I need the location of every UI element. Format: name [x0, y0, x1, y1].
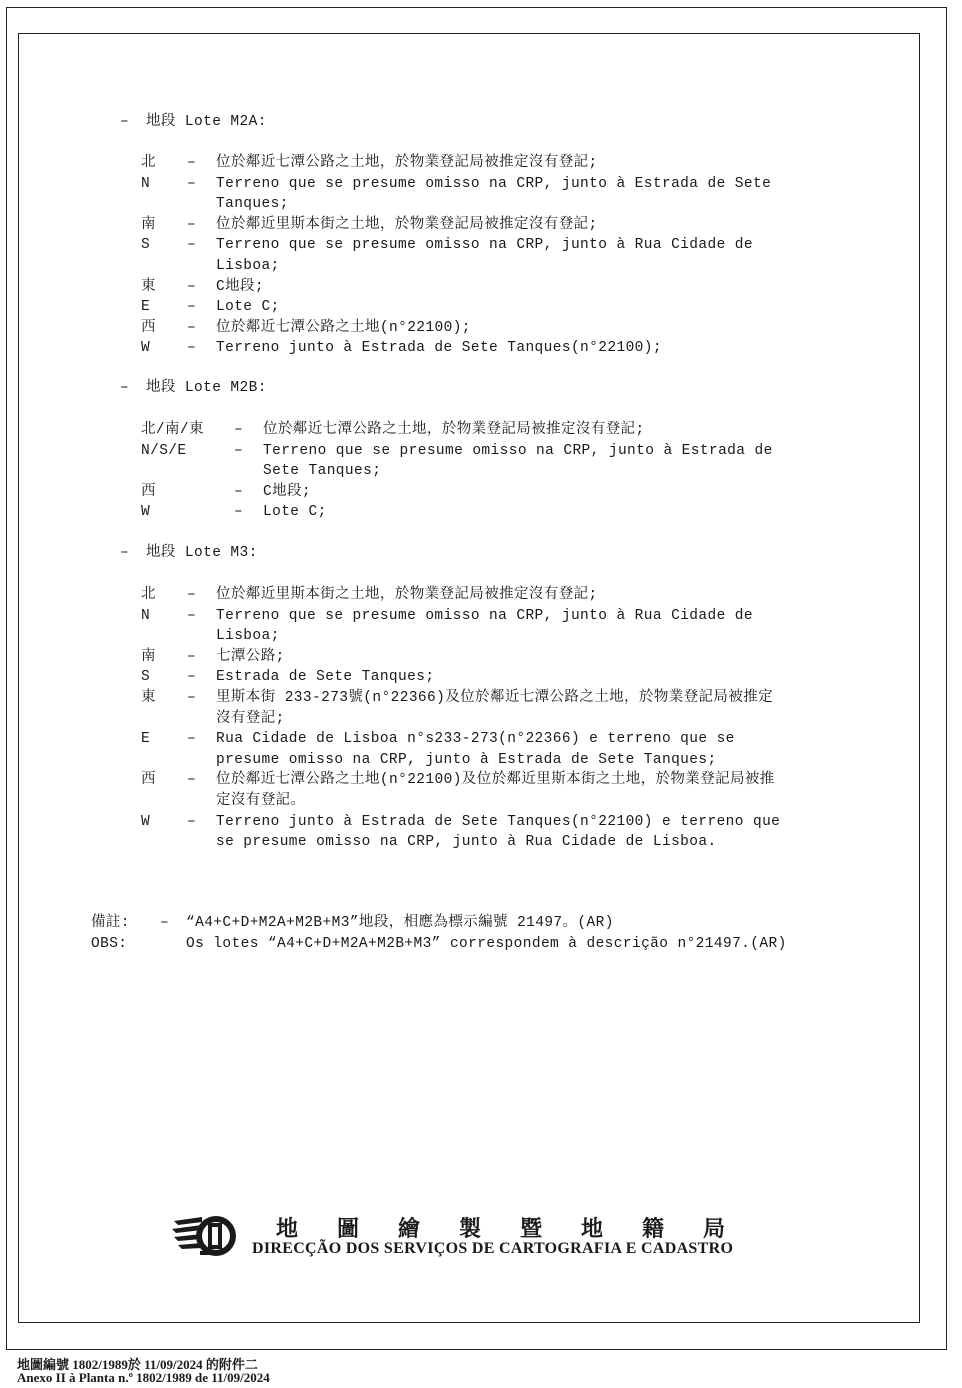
boundary-direction: W [141, 340, 151, 357]
boundary-dash: – [187, 669, 197, 686]
boundary-description: Terreno junto à Estrada de Sete Tanques(n°22100); [216, 340, 662, 357]
boundary-direction: E [141, 299, 151, 316]
boundary-direction: N [141, 175, 151, 192]
boundary-dash: – [187, 731, 197, 748]
boundary-dash: – [187, 690, 197, 706]
footer-annex-zh: 地圖編號 1802/1989於 11/09/2024 的附件二 [17, 1357, 258, 1372]
boundary-dash: – [187, 155, 197, 171]
boundary-direction: S [141, 237, 151, 254]
boundary-dash: – [187, 299, 197, 316]
boundary-description: Rua Cidade de Lisboa n°s233-273(n°22366) e terreno que se [216, 731, 735, 748]
boundary-direction: 西 [141, 319, 156, 336]
boundary-description: C地段; [216, 278, 265, 295]
section-dash: – [120, 380, 130, 396]
boundary-direction: 東 [141, 278, 156, 295]
boundary-description: Terreno que se presume omisso na CRP, junto à Rua Cidade de [216, 607, 753, 624]
boundary-description: 位於鄰近里斯本街之土地，於物業登記局被推定沒有登記; [216, 587, 598, 603]
notes-zh-text: “A4+C+D+M2A+M2B+M3”地段，相應為標示編號 21497。(AR) [186, 915, 614, 931]
boundary-dash: – [187, 216, 197, 233]
boundary-description: Terreno que se presume omisso na CRP, junto à Estrada de [263, 442, 773, 459]
department-name-pt: DIRECÇÃO DOS SERVIÇOS DE CARTOGRAFIA E CADASTRO [252, 1240, 734, 1257]
boundary-description: Lisboa; [216, 258, 280, 274]
boundary-description: 位於鄰近七潭公路之土地，於物業登記局被推定沒有登記; [263, 422, 645, 438]
section-heading: 地段 Lote M3: [146, 545, 258, 561]
boundary-dash: – [187, 278, 197, 295]
boundary-description: 位於鄰近七潭公路之土地(n°22100)及位於鄰近里斯本街之土地，於物業登記局被推 [216, 772, 775, 789]
boundary-dash: – [234, 422, 244, 438]
boundary-description: Lisboa; [216, 628, 280, 645]
footer-annex-pt: Anexo II à Planta n.º 1802/1989 de 11/09/2024 [17, 1370, 270, 1385]
boundary-description: Lote C; [216, 299, 280, 316]
boundary-direction: W [141, 504, 151, 521]
boundary-direction: E [141, 731, 151, 748]
notes-pt-label: OBS: [91, 936, 128, 952]
boundary-dash: – [187, 340, 197, 357]
boundary-description: 七潭公路; [216, 648, 285, 665]
boundary-description: 里斯本街 233-273號(n°22366)及位於鄰近七潭公路之土地，於物業登記局被推定 [216, 690, 774, 706]
section-heading: 地段 Lote M2B: [146, 380, 267, 396]
boundary-dash: – [187, 772, 197, 789]
boundary-dash: – [187, 587, 197, 603]
boundary-description: Terreno junto à Estrada de Sete Tanques(n°22100) e terreno que [216, 813, 781, 830]
boundary-description: 位於鄰近七潭公路之土地，於物業登記局被推定沒有登記; [216, 155, 598, 171]
section-heading: 地段 Lote M2A: [146, 114, 267, 130]
boundary-description: Terreno que se presume omisso na CRP, junto à Rua Cidade de [216, 237, 753, 254]
boundary-description: se presume omisso na CRP, junto à Rua Cidade de Lisboa. [216, 834, 717, 851]
boundary-direction: W [141, 813, 151, 830]
boundary-dash: – [187, 813, 197, 830]
boundary-description: Sete Tanques; [263, 463, 382, 480]
notes-zh-label: 備註: [91, 915, 130, 931]
boundary-direction: N/S/E [141, 442, 187, 459]
boundary-dash: – [234, 504, 244, 521]
boundary-description: 沒有登記; [216, 710, 285, 727]
boundary-description: 定沒有登記。 [216, 793, 306, 809]
boundary-direction: 北/南/東 [141, 422, 204, 438]
notes-pt-text: Os lotes “A4+C+D+M2A+M2B+M3” correspondem à descrição n°21497.(AR) [186, 936, 787, 952]
notes-zh-dash: – [160, 915, 170, 931]
boundary-description: C地段; [263, 483, 312, 500]
boundary-direction: N [141, 607, 151, 624]
boundary-direction: 西 [141, 772, 156, 789]
boundary-dash: – [187, 175, 197, 192]
cadastre-logo-icon [172, 1213, 238, 1259]
boundary-direction: 北 [141, 587, 156, 603]
boundary-description: Lote C; [263, 504, 327, 521]
boundary-description: 位於鄰近里斯本街之土地，於物業登記局被推定沒有登記; [216, 216, 598, 233]
boundary-dash: – [187, 648, 197, 665]
boundary-direction: 西 [141, 483, 156, 500]
boundary-direction: S [141, 669, 151, 686]
boundary-direction: 南 [141, 216, 156, 233]
boundary-description: Estrada de Sete Tanques; [216, 669, 435, 686]
boundary-direction: 北 [141, 155, 156, 171]
section-dash: – [120, 545, 130, 561]
boundary-direction: 東 [141, 690, 156, 706]
boundary-dash: – [234, 483, 244, 500]
boundary-description: Terreno que se presume omisso na CRP, junto à Estrada de Sete [216, 175, 772, 192]
boundary-dash: – [187, 319, 197, 336]
boundary-description: presume omisso na CRP, junto à Estrada de Sete Tanques; [216, 751, 717, 768]
boundary-dash: – [187, 607, 197, 624]
boundary-description: Tanques; [216, 196, 289, 213]
section-dash: – [120, 114, 130, 130]
boundary-description: 位於鄰近七潭公路之土地(n°22100); [216, 319, 471, 336]
boundary-dash: – [234, 442, 244, 459]
department-name-zh: 地圖繪製暨地籍局 [276, 1216, 765, 1242]
boundary-direction: 南 [141, 648, 156, 665]
boundary-dash: – [187, 237, 197, 254]
